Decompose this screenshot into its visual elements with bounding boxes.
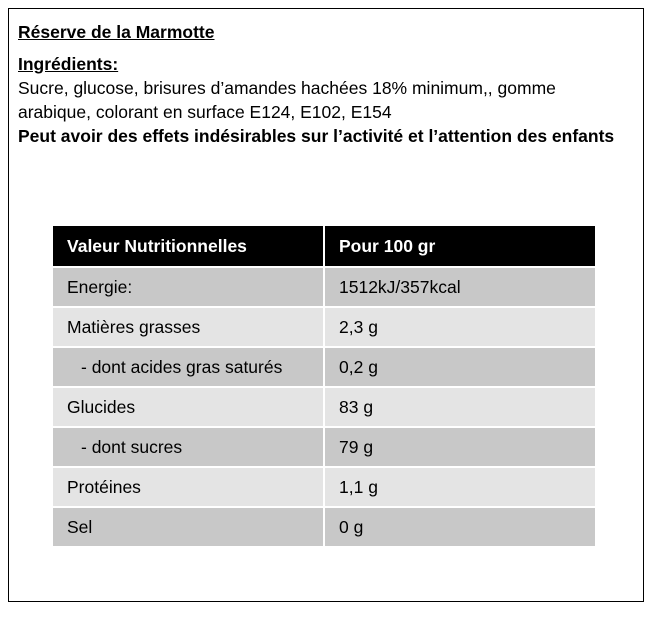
table-row xyxy=(52,507,596,547)
header-per-100g: Pour 100 gr xyxy=(324,225,596,267)
ingredients-heading: Ingrédients: xyxy=(18,54,119,74)
ingredients-text: Sucre, glucose, brisures d’amandes hachées 18% minimum,, gomme arabique, colorant en surface E124, E102, E154 xyxy=(18,78,556,122)
table-row xyxy=(52,467,596,507)
nutrient-label: Sel xyxy=(52,507,324,547)
table-row xyxy=(52,427,596,467)
table-row xyxy=(52,347,596,387)
table-row xyxy=(52,267,596,307)
table-row xyxy=(52,307,596,347)
table-row xyxy=(52,387,596,427)
nutrient-value: 0,2 g xyxy=(324,347,596,387)
nutrient-value: 2,3 g xyxy=(324,307,596,347)
header-nutrient: Valeur Nutritionnelles xyxy=(52,225,324,267)
nutrient-label: Matières grasses xyxy=(52,307,324,347)
nutrient-label: Glucides xyxy=(52,387,324,427)
nutrient-label: Protéines xyxy=(52,467,324,507)
product-info xyxy=(18,20,618,148)
nutrient-value: 1,1 g xyxy=(324,467,596,507)
nutrient-value: 1512kJ/357kcal xyxy=(324,267,596,307)
product-title: Réserve de la Marmotte xyxy=(18,22,215,42)
nutrient-label: - dont sucres xyxy=(52,427,324,467)
nutrient-value: 0 g xyxy=(324,507,596,547)
nutrient-value: 83 g xyxy=(324,387,596,427)
nutrient-label: - dont acides gras saturés xyxy=(52,347,324,387)
nutrition-table xyxy=(51,224,597,548)
nutrient-label: Energie: xyxy=(52,267,324,307)
warning-text: Peut avoir des effets indésirables sur l’activité et l’attention des enfants xyxy=(18,126,615,146)
nutrient-value: 79 g xyxy=(324,427,596,467)
nutrition-header-row xyxy=(52,225,596,267)
